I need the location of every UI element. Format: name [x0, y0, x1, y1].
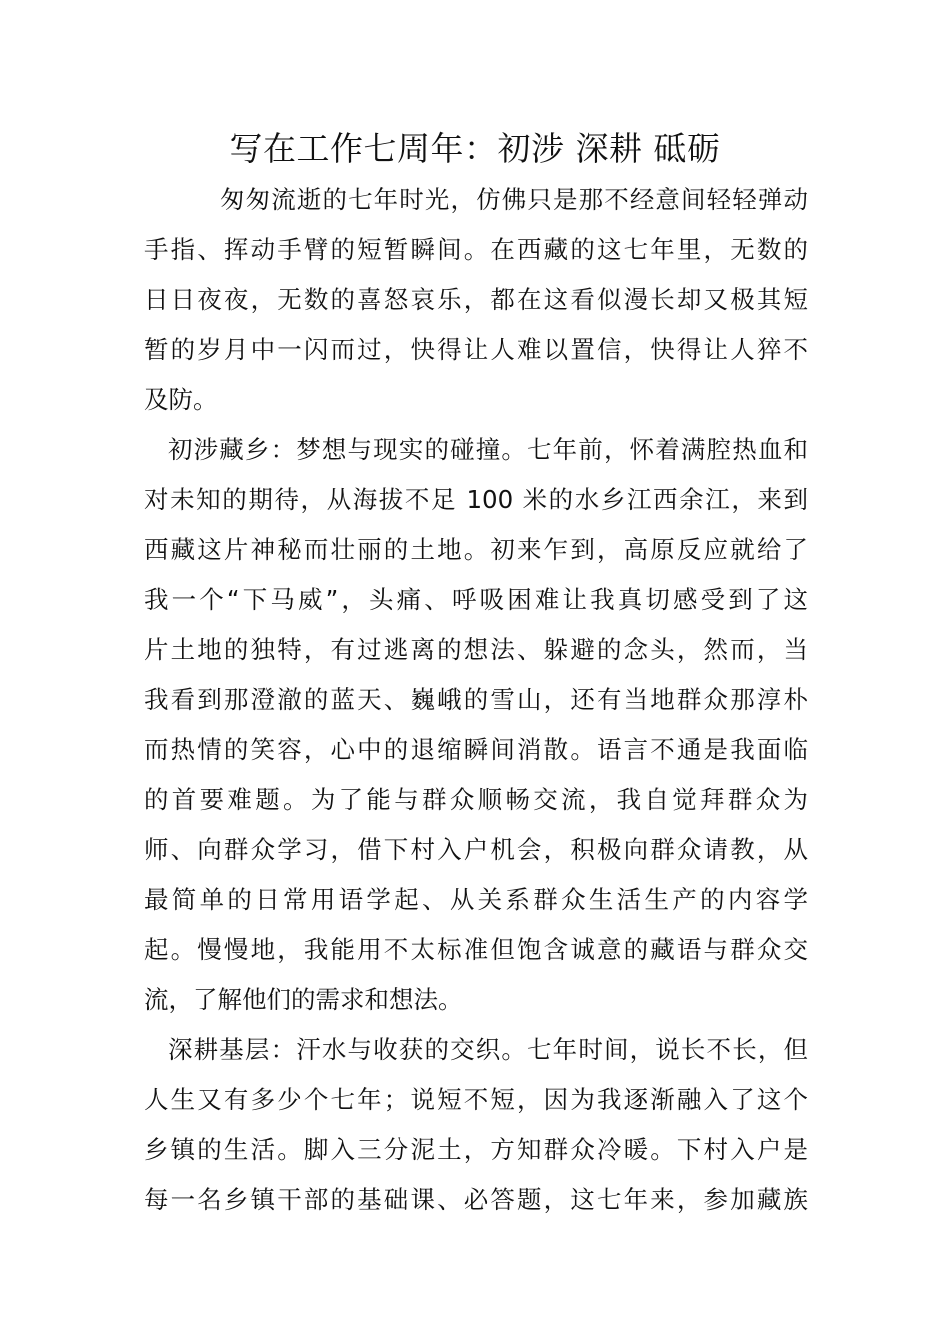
paragraph-2-line-10: 最简单的日常用语学起、从关系群众生活生产的内容学	[144, 885, 808, 914]
paragraph-2-line-3: 西藏这片神秘而壮丽的土地。初来乍到，高原反应就给了	[144, 535, 808, 564]
paragraph-2-line-5: 片土地的独特，有过逃离的想法、躲避的念头，然而，当	[144, 635, 808, 664]
paragraph-1-line-4: 暂的岁月中一闪而过，快得让人难以置信，快得让人猝不	[144, 335, 808, 364]
paragraph-3-line-1: 深耕基层：汗水与收获的交织。七年时间，说长不长，但	[168, 1035, 808, 1064]
paragraph-2-line-2: 对未知的期待，从海拔不足 100 米的水乡江西余江，来到	[144, 485, 808, 514]
paragraph-1-line-3: 日日夜夜，无数的喜怒哀乐，都在这看似漫长却又极其短	[144, 285, 808, 314]
paragraph-2-line-1: 初涉藏乡：梦想与现实的碰撞。七年前，怀着满腔热血和	[168, 435, 808, 464]
paragraph-3-line-4: 每一名乡镇干部的基础课、必答题，这七年来，参加藏族	[144, 1185, 808, 1214]
paragraph-2-line-12: 流，了解他们的需求和想法。	[144, 985, 463, 1014]
paragraph-2-line-11: 起。慢慢地，我能用不太标准但饱含诚意的藏语与群众交	[144, 935, 808, 964]
paragraph-2-line-6: 我看到那澄澈的蓝天、巍峨的雪山，还有当地群众那淳朴	[144, 685, 808, 714]
paragraph-3-line-3: 乡镇的生活。脚入三分泥土，方知群众冷暖。下村入户是	[144, 1135, 808, 1164]
paragraph-1-line-5: 及防。	[144, 385, 218, 414]
paragraph-2-line-8: 的首要难题。为了能与群众顺畅交流，我自觉拜群众为	[144, 785, 808, 814]
paragraph-1-line-2: 手指、挥动手臂的短暂瞬间。在西藏的这七年里，无数的	[144, 235, 808, 264]
paragraph-1-line-1: 匆匆流逝的七年时光，仿佛只是那不经意间轻轻弹动	[220, 185, 808, 214]
paragraph-3-line-2: 人生又有多少个七年；说短不短，因为我逐渐融入了这个	[144, 1085, 808, 1114]
document-title: 写在工作七周年：初涉 深耕 砥砺	[229, 129, 721, 168]
paragraph-2-line-9: 师、向群众学习，借下村入户机会，积极向群众请教，从	[144, 835, 808, 864]
paragraph-2-line-4: 我一个“下马威”，头痛、呼吸困难让我真切感受到了这	[144, 585, 808, 614]
paragraph-2-line-7: 而热情的笑容，心中的退缩瞬间消散。语言不通是我面临	[144, 735, 808, 764]
